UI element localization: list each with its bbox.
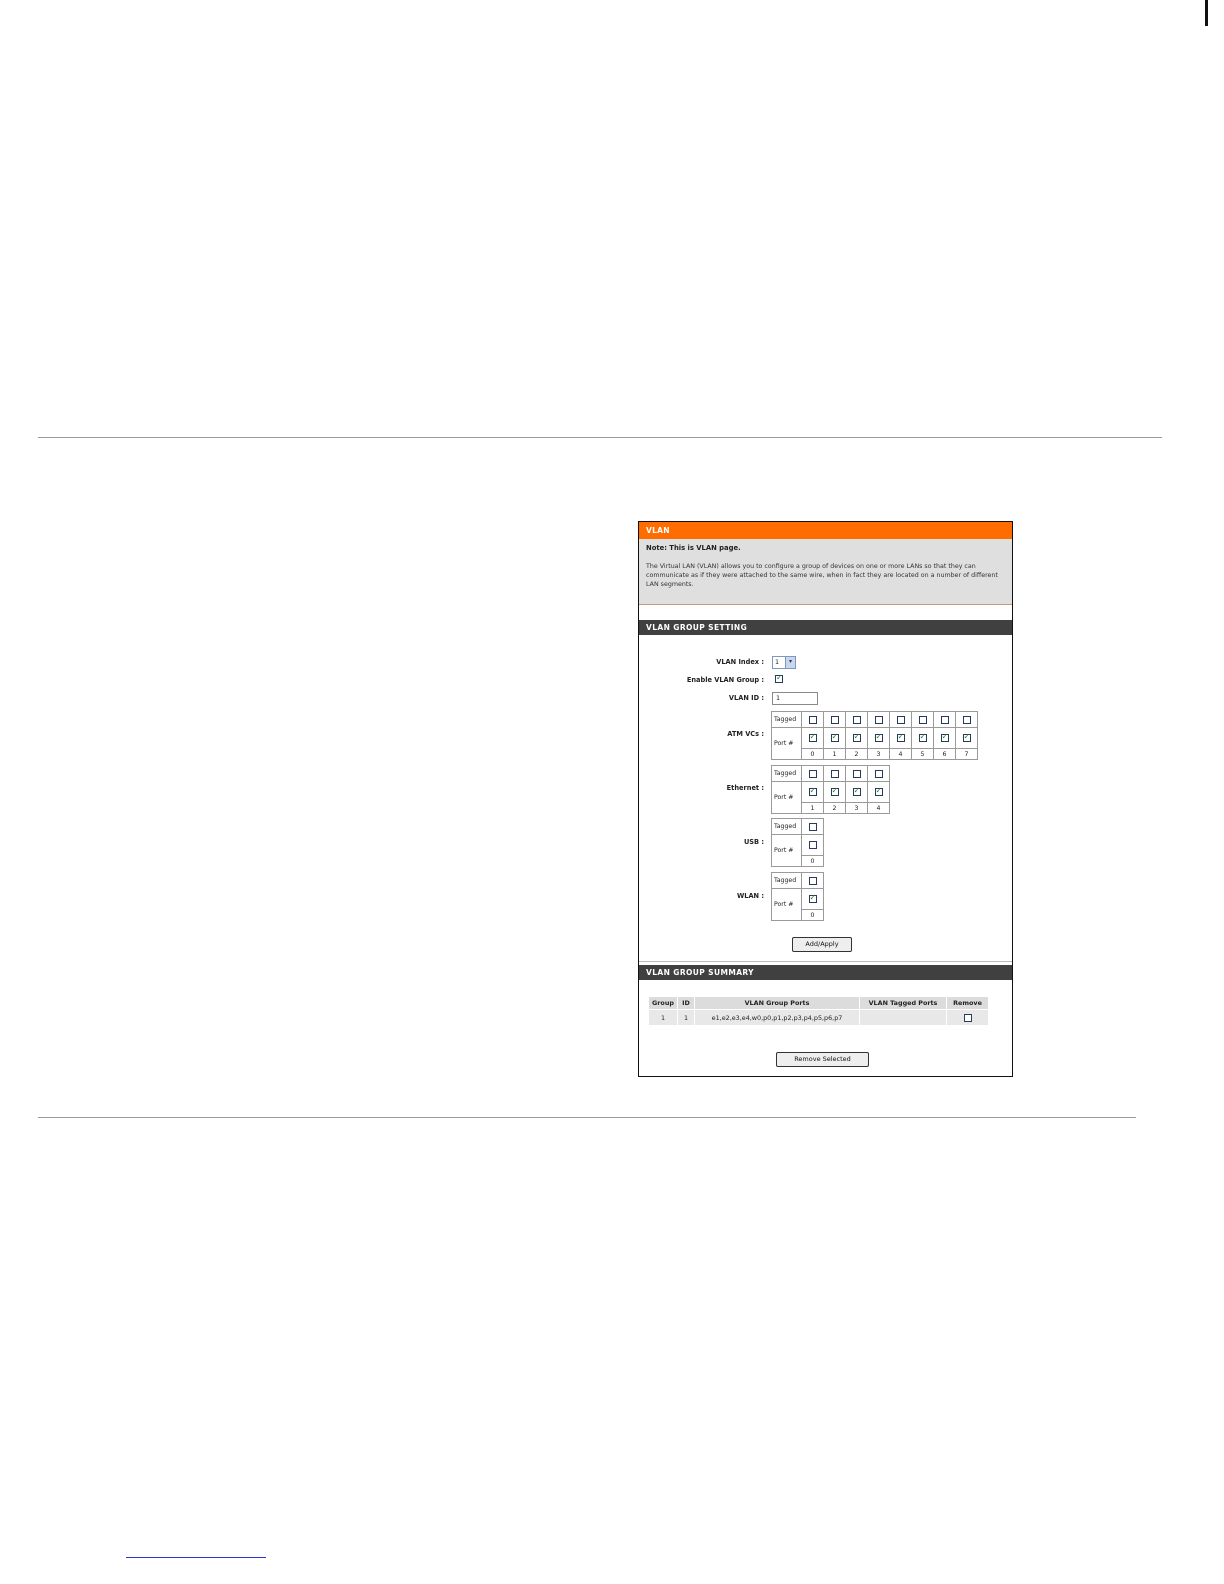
wlan-ports-table [771, 872, 824, 921]
ethernet-tagged-label: Tagged [772, 766, 802, 782]
atm-port-number: 2 [846, 749, 868, 760]
atm-tagged-checkbox-3[interactable] [875, 716, 883, 724]
ethernet-port-number: 1 [802, 803, 824, 814]
usb-label: USB : [743, 838, 764, 846]
group-setting-header: VLAN GROUP SETTING [639, 620, 1012, 635]
wlan-tagged-label: Tagged [772, 873, 802, 889]
atm-port-checkbox-2[interactable] [853, 734, 861, 742]
ethernet-label: Ethernet : [726, 784, 764, 792]
wlan-label: WLAN : [736, 892, 764, 900]
enable-vlan-group-checkbox[interactable] [775, 675, 783, 683]
vlan-index-value: 1 [775, 658, 780, 666]
atm-port-number: 7 [956, 749, 978, 760]
atm-port-checkbox-1[interactable] [831, 734, 839, 742]
atm-port-checkbox-7[interactable] [963, 734, 971, 742]
ethernet-port-checkbox-4[interactable] [875, 788, 883, 796]
atm-port-number: 5 [912, 749, 934, 760]
row-tagged [860, 1010, 947, 1026]
atm-port-checkbox-6[interactable] [941, 734, 949, 742]
footer-link-underline[interactable] [126, 1557, 266, 1558]
wlan-tagged-checkbox-0[interactable] [809, 877, 817, 885]
remove-checkbox[interactable] [964, 1014, 972, 1022]
usb-tagged-label: Tagged [772, 819, 802, 835]
ethernet-port-checkbox-1[interactable] [809, 788, 817, 796]
usb-tagged-checkbox-0[interactable] [809, 823, 817, 831]
summary-table [648, 996, 989, 1026]
ethernet-port-checkbox-2[interactable] [831, 788, 839, 796]
enable-vlan-group-label: Enable VLAN Group : [686, 676, 764, 684]
table-row [649, 1010, 989, 1026]
wlan-port-checkbox-0[interactable] [809, 895, 817, 903]
col-remove: Remove [947, 997, 989, 1010]
row-ports: e1,e2,e3,e4,w0,p0,p1,p2,p3,p4,p5,p6,p7 [695, 1010, 860, 1026]
vlan-id-input[interactable] [772, 692, 818, 705]
vlan-index-select[interactable] [772, 656, 796, 669]
atm-port-number: 3 [868, 749, 890, 760]
remove-selected-button[interactable]: Remove Selected [776, 1052, 869, 1067]
atm-port-label: Port # [772, 728, 802, 760]
note-box [639, 539, 1012, 605]
ethernet-port-label: Port # [772, 782, 802, 814]
usb-port-number: 0 [802, 856, 824, 867]
atm-vcs-label: ATM VCs : [727, 730, 764, 738]
ethernet-port-number: 3 [846, 803, 868, 814]
vlan-header: VLAN [639, 522, 1012, 539]
atm-tagged-checkbox-1[interactable] [831, 716, 839, 724]
atm-tagged-checkbox-4[interactable] [897, 716, 905, 724]
atm-tagged-checkbox-7[interactable] [963, 716, 971, 724]
usb-port-checkbox-0[interactable] [809, 841, 817, 849]
atm-port-number: 0 [802, 749, 824, 760]
row-group: 1 [649, 1010, 678, 1026]
atm-tagged-checkbox-0[interactable] [809, 716, 817, 724]
chevron-down-icon[interactable]: ▾ [785, 657, 795, 668]
atm-port-checkbox-3[interactable] [875, 734, 883, 742]
ethernet-tagged-checkbox-1[interactable] [809, 770, 817, 778]
col-tagged-ports: VLAN Tagged Ports [860, 997, 947, 1010]
ethernet-port-number: 4 [868, 803, 890, 814]
col-group: Group [649, 997, 678, 1010]
usb-port-label: Port # [772, 835, 802, 867]
vlan-id-value: 1 [776, 694, 781, 702]
vlan-index-label: VLAN Index : [716, 658, 764, 666]
vlan-screenshot-frame [638, 521, 1013, 1077]
wlan-port-label: Port # [772, 889, 802, 921]
page-edge-bar [1205, 0, 1208, 26]
atm-tagged-checkbox-6[interactable] [941, 716, 949, 724]
group-summary-header: VLAN GROUP SUMMARY [639, 965, 1012, 980]
row-id: 1 [678, 1010, 695, 1026]
atm-port-number: 1 [824, 749, 846, 760]
wlan-port-number: 0 [802, 910, 824, 921]
ethernet-tagged-checkbox-4[interactable] [875, 770, 883, 778]
row-remove [947, 1010, 989, 1026]
atm-port-number: 4 [890, 749, 912, 760]
atm-tagged-label: Tagged [772, 712, 802, 728]
add-apply-button[interactable]: Add/Apply [792, 937, 852, 952]
ethernet-tagged-checkbox-2[interactable] [831, 770, 839, 778]
note-text: The Virtual LAN (VLAN) allows you to configure a group of devices on one or more LANs so that they can communicate as if they were attached to the same wire, when in fact they are located on a number of different LAN segments. [646, 563, 998, 588]
atm-tagged-checkbox-2[interactable] [853, 716, 861, 724]
vlan-id-label: VLAN ID : [728, 694, 764, 702]
col-id: ID [678, 997, 695, 1010]
col-group-ports: VLAN Group Ports [695, 997, 860, 1010]
divider-bottom [38, 1117, 1136, 1118]
atm-ports-table [771, 711, 978, 760]
ethernet-port-checkbox-3[interactable] [853, 788, 861, 796]
atm-tagged-checkbox-5[interactable] [919, 716, 927, 724]
ethernet-port-number: 2 [824, 803, 846, 814]
atm-port-checkbox-5[interactable] [919, 734, 927, 742]
atm-port-checkbox-0[interactable] [809, 734, 817, 742]
atm-port-checkbox-4[interactable] [897, 734, 905, 742]
ethernet-ports-table [771, 765, 890, 814]
note-title: Note: This is VLAN page. [646, 544, 741, 552]
usb-ports-table [771, 818, 824, 867]
atm-port-number: 6 [934, 749, 956, 760]
ethernet-tagged-checkbox-3[interactable] [853, 770, 861, 778]
divider-top [38, 437, 1162, 438]
